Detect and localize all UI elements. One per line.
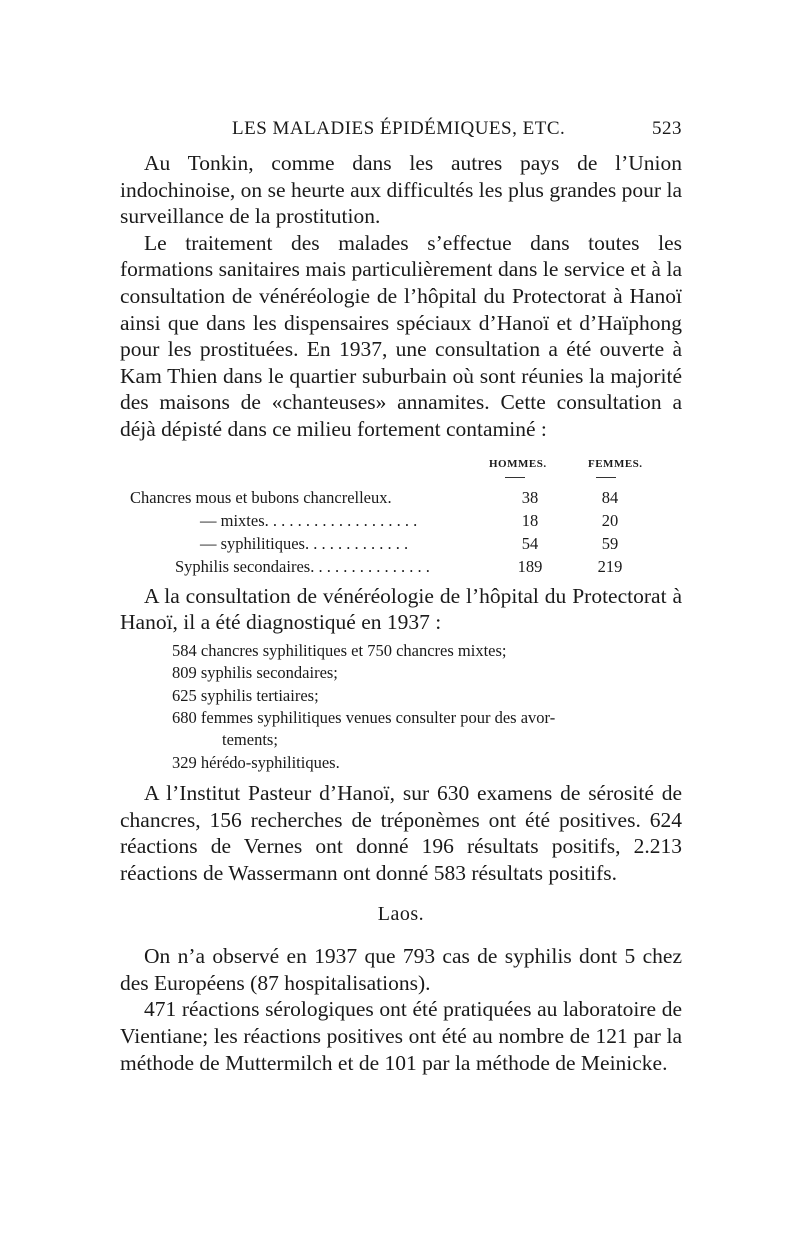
paragraph-laos-serology: 471 réactions sérologiques ont été pratiquées au laboratoire de Vientiane; les réactions positives ont été au nombre de 121 par la méthode de Muttermilch et de 101 par la méthode de Meinicke.	[120, 997, 682, 1075]
table-row	[120, 485, 682, 508]
table-row	[120, 554, 682, 577]
list-item: 809 syphilis secondaires;	[172, 663, 338, 683]
paragraph-treatment: Le traitement des malades s’effectue dans toutes les formations sanitaires mais particulièrement dans le service et à la consultation de vénéréologie de l’hôpital du Protectorat à Hanoï ainsi que dans les dispensaires spéciaux d’Hanoï et d’Haïphong pour les prostituées. En 1937, une consultation a été ouverte à Kam Thien dans le quartier suburbain où sont réunies la majorité des maisons de «chanteuses» annamites. Cette consultation a déjà dépisté dans ce milieu fortement contaminé :	[120, 230, 682, 441]
list-item: 584 chancres syphilitiques et 750 chancres mixtes;	[172, 640, 507, 660]
paragraph-laos-cases: On n’a observé en 1937 que 793 cas de syphilis dont 5 chez des Européens (87 hospitalisations).	[120, 944, 682, 995]
list-item-continuation: tements;	[222, 730, 278, 750]
table-rule-row	[120, 471, 682, 485]
cell-femmes: 59	[601, 533, 619, 553]
column-femmes: FEMMES.	[588, 457, 643, 470]
cell-hommes: 18	[521, 510, 539, 530]
cell-femmes: 84	[601, 487, 619, 507]
cell-femmes: 20	[601, 510, 619, 530]
paragraph-hanoi-consultation: A la consultation de vénéréologie de l’hôpital du Protectorat à Hanoï, il a été diagnostiqué en 1937 :	[120, 583, 682, 635]
running-header	[120, 118, 682, 146]
table-row	[120, 531, 682, 554]
cases-table	[120, 451, 682, 577]
rule-hommes	[505, 477, 525, 478]
list-item: 680 femmes syphilitiques venues consulter pour des avor-	[172, 707, 556, 727]
row-label: — syphilitiques. . . . . . . . . . . . .	[200, 533, 409, 553]
rule-femmes	[596, 477, 616, 478]
cell-hommes: 54	[521, 533, 539, 553]
row-label: Chancres mous et bubons chancrelleux.	[130, 487, 392, 507]
cell-femmes: 219	[597, 556, 623, 576]
column-hommes: HOMMES.	[489, 457, 547, 470]
section-heading-laos: Laos.	[377, 902, 425, 925]
page-number: 523	[652, 118, 682, 139]
list-item: 329 hérédo-syphilitiques.	[172, 752, 340, 772]
table-row	[120, 508, 682, 531]
running-title: LES MALADIES ÉPIDÉMIQUES, ETC.	[232, 118, 566, 139]
paragraph-institut-pasteur: A l’Institut Pasteur d’Hanoï, sur 630 examens de sérosité de chancres, 156 recherches de tréponèmes ont été positives. 624 réactions de Vernes ont donné 196 résultats positifs, 2.213 réactions de Wassermann ont donné 583 résultats positifs.	[120, 781, 682, 885]
cell-hommes: 38	[521, 487, 539, 507]
row-label: — mixtes. . . . . . . . . . . . . . . . . . .	[200, 510, 418, 530]
table-header	[120, 451, 682, 471]
body-text	[120, 150, 682, 1076]
paragraph-tonkin-prostitution: Au Tonkin, comme dans les autres pays de l’Union indochinoise, on se heurte aux difficultés les plus grandes pour la surveillance de la prostitution.	[120, 151, 682, 229]
cell-hommes: 189	[517, 556, 543, 576]
list-item: 625 syphilis tertiaires;	[172, 685, 319, 705]
diagnosis-list	[172, 640, 682, 774]
row-label: Syphilis secondaires. . . . . . . . . . . . . . .	[175, 556, 430, 576]
